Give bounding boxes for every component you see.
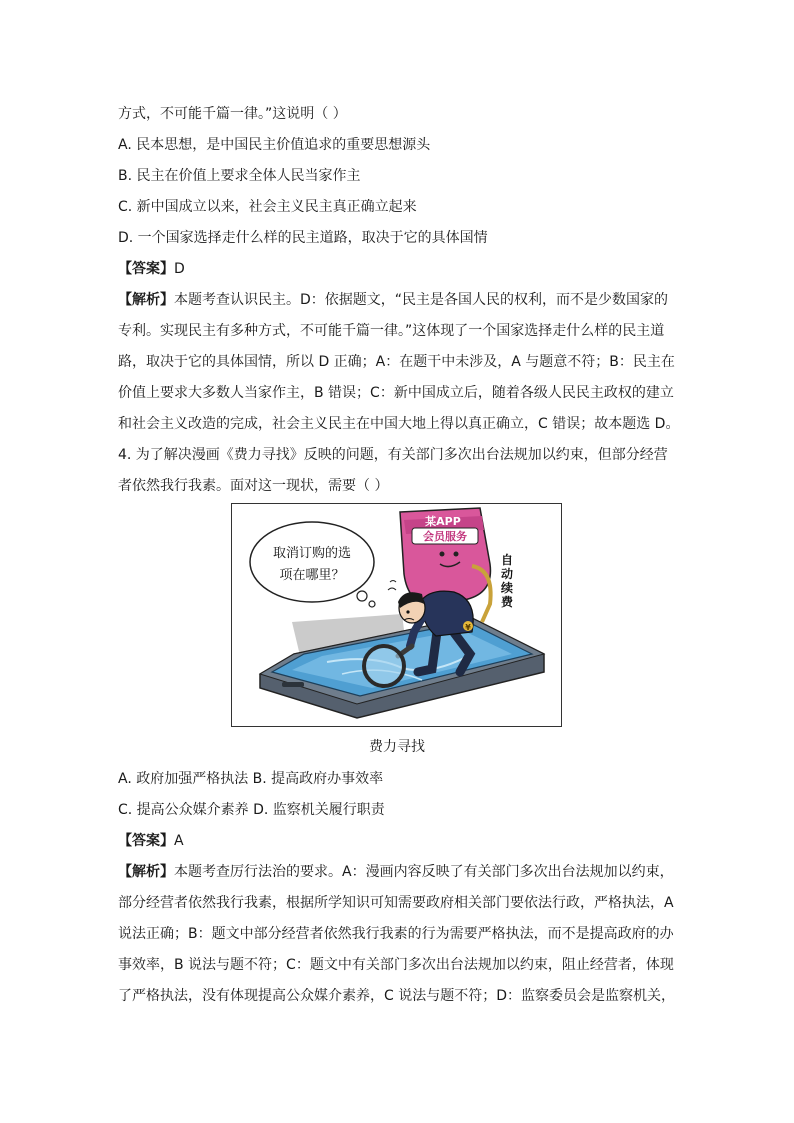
bubble-text-line-1: 取消订购的选 (272, 546, 352, 561)
q3-analysis-text: 本题考查认识民主。D：依据题文，“民主是各国人民的权利，而不是少数国家的 (174, 292, 669, 308)
q3-analysis-line-2: 专利。实现民主有多种方式，不可能千篇一律。”这体现了一个国家选择走什么样的民主道 (118, 323, 665, 339)
q4-analysis-text: 本题考查厉行法治的要求。A：漫画内容反映了有关部门多次出台法规加以约束， (174, 864, 674, 880)
q3-option-a: A. 民本思想，是中国民主价值追求的重要思想源头 (118, 137, 431, 153)
q4-analysis-line-5: 了严格执法，没有体现提高公众媒介素养，C 说法与题不符；D：监察委员会是监察机关， (118, 988, 676, 1004)
q3-analysis-line-4: 价值上要求大多数人当家作主，B 错误；C：新中国成立后，随着各级人民民主政权的建立 (118, 385, 674, 401)
q4-analysis-line-1 (118, 862, 684, 882)
q4-analysis-label: 【解析】 (118, 864, 174, 880)
q3-answer (118, 259, 684, 279)
q4-stem-line-1: 4. 为了解决漫画《费力寻找》反映的问题，有关部门多次出台法规加以约束，但部分经营 (118, 447, 668, 463)
q3-answer-label: 【答案】 (118, 261, 174, 277)
strap-char-4: 费 (501, 595, 514, 609)
q3-stem-tail: 方式，不可能千篇一律。”这说明（ ） (118, 106, 347, 122)
q3-answer-value: D (174, 261, 185, 277)
q4-answer-value: A (174, 833, 184, 849)
q4-analysis-line-3: 说法正确；B：题文中部分经营者依然我行我素的行为需要严格执法，而不是提高政府的办 (118, 926, 674, 942)
q4-answer-label: 【答案】 (118, 833, 174, 849)
cartoon-illustration (232, 504, 562, 727)
q4-analysis-line-2: 部分经营者依然我行我素，根据所学知识可知需要政府相关部门要依法行政，严格执法，A (118, 895, 674, 911)
q4-option-ab: A. 政府加强严格执法 B. 提高政府办事效率 (118, 771, 384, 787)
q4-option-cd: C. 提高公众媒介素养 D. 监察机关履行职责 (118, 802, 385, 818)
q4-analysis-line-4: 事效率，B 说法与题不符；C：题文中有关部门多次出台法规加以约束，阻止经营者，体现 (118, 957, 674, 973)
strap-char-3: 续 (501, 581, 514, 595)
bag-label-line-1: 某APP (425, 515, 461, 528)
q4-answer (118, 831, 684, 851)
q3-analysis-line-5: 和社会主义改造的完成，社会主义民主在中国大地上得以真正确立，C 错误；故本题选 D。 (118, 416, 680, 432)
strap-char-1: 自 (501, 553, 514, 567)
strap-char-2: 动 (501, 567, 514, 581)
cartoon-figure (231, 503, 562, 727)
bag-label-line-2: 会员服务 (423, 530, 467, 543)
figure-caption: 费力寻找 (369, 739, 425, 755)
q3-option-d: D. 一个国家选择走什么样的民主道路，取决于它的具体国情 (118, 230, 488, 246)
yen-badge: ¥ (465, 623, 471, 632)
q4-stem-line-2: 者依然我行我素。面对这一现状，需要（ ） (118, 478, 389, 494)
q3-analysis-label: 【解析】 (118, 292, 174, 308)
q3-option-c: C. 新中国成立以来，社会主义民主真正确立起来 (118, 199, 417, 215)
q3-analysis-line-3: 路，取决于它的具体国情，所以 D 正确；A：在题干中未涉及，A 与题意不符；B：民主在 (118, 354, 675, 370)
q3-analysis-line-1 (118, 290, 684, 310)
bubble-text-line-2: 项在哪里？ (279, 568, 345, 583)
q3-option-b: B. 民主在价值上要求全体人民当家作主 (118, 168, 361, 184)
